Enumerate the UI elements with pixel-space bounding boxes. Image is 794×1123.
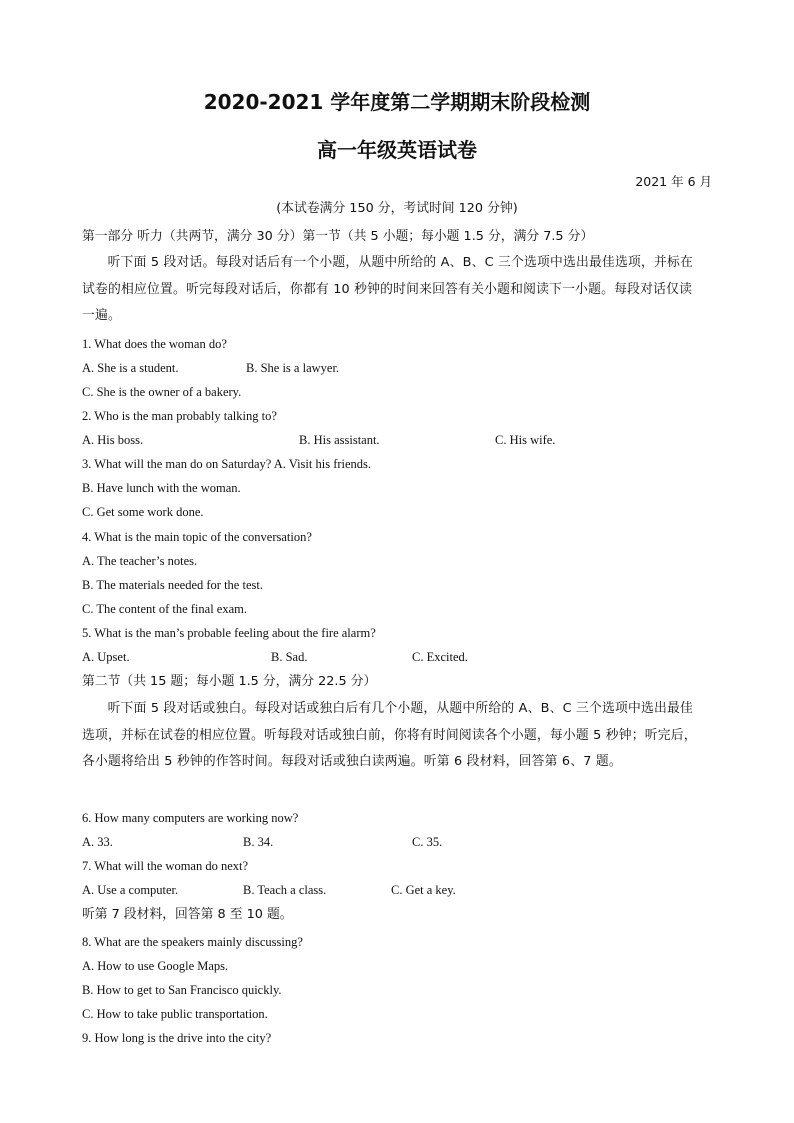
q4-stem: 4. What is the main topic of the conversation? — [82, 530, 312, 544]
q8-option-b: B. How to get to San Francisco quickly. — [82, 983, 282, 997]
q8-stem: 8. What are the speakers mainly discussing? — [82, 935, 303, 949]
exam-subtitle: 高一年级英语试卷 — [317, 138, 477, 162]
q5-stem: 5. What is the man’s probable feeling about the fire alarm? — [82, 626, 376, 640]
q4-option-c: C. The content of the final exam. — [82, 602, 247, 616]
q5-option-b: B. Sad. — [271, 650, 308, 664]
exam-date: 2021 年 6 月 — [635, 174, 712, 189]
q6-stem: 6. How many computers are working now? — [82, 811, 299, 825]
q3-stem: 3. What will the man do on Saturday? A. Visit his friends. — [82, 457, 372, 471]
q7-option-b: B. Teach a class. — [243, 883, 327, 897]
q2-option-a: A. His boss. — [82, 433, 144, 447]
part2-heading: 第二节（共 15 题；每小题 1.5 分，满分 22.5 分） — [82, 674, 377, 689]
q4-option-a: A. The teacher’s notes. — [82, 554, 198, 568]
exam-title: 2020-2021 学年度第二学期期末阶段检测 — [203, 90, 591, 114]
q2-option-b: B. His assistant. — [299, 433, 380, 447]
q6-option-a: A. 33. — [82, 835, 113, 849]
q1-option-b: B. She is a lawyer. — [246, 361, 340, 375]
q5-option-a: A. Upset. — [82, 650, 130, 664]
q7-stem: 7. What will the woman do next? — [82, 859, 249, 873]
q4-option-b: B. The materials needed for the test. — [82, 578, 263, 592]
q3-option-b: B. Have lunch with the woman. — [82, 481, 241, 495]
part2-instructions: 听下面 5 段对话或独白。每段对话或独白后有几个小题，从题中所给的 A、B、C 三个选项中选出最佳选项，并标在试卷的相应位置。听每段对话或独白前，你将有时间阅读各个小题，每小题 5 秒钟；听完后，各小题将给出 5 秒钟的作答时间。每段对话或独白读两遍。听第 6 段材料，回答第 6、7 题。 — [82, 701, 697, 769]
q3-option-c: C. Get some work done. — [82, 505, 204, 519]
q5-option-c: C. Excited. — [412, 650, 468, 664]
q7-option-c: C. Get a key. — [391, 883, 456, 897]
q8-option-c: C. How to take public transportation. — [82, 1007, 268, 1021]
part1-instructions: 听下面 5 段对话。每段对话后有一个小题，从题中所给的 A、B、C 三个选项中选出最佳选项，并标在试卷的相应位置。听完每段对话后，你都有 10 秒钟的时间来回答有关小题和阅读下一小题。每段对话仅读一遍。 — [82, 255, 693, 323]
part1-heading: 第一部分 听力（共两节，满分 30 分）第一节（共 5 小题；每小题 1.5 分，满分 7.5 分） — [82, 229, 594, 244]
q6-option-c: C. 35. — [412, 835, 443, 849]
q1-option-c: C. She is the owner of a bakery. — [82, 385, 242, 399]
q2-option-c: C. His wife. — [495, 433, 556, 447]
q2-stem: 2. Who is the man probably talking to? — [82, 409, 277, 423]
q8-option-a: A. How to use Google Maps. — [82, 959, 229, 973]
q1-stem: 1. What does the woman do? — [82, 337, 227, 351]
exam-info: (本试卷满分 150 分，考试时间 120 分钟) — [276, 201, 518, 216]
q1-option-a: A. She is a student. — [82, 361, 179, 375]
q6-option-b: B. 34. — [243, 835, 274, 849]
q7-option-a: A. Use a computer. — [82, 883, 179, 897]
section7-intro: 听第 7 段材料，回答第 8 至 10 题。 — [82, 907, 293, 922]
q9-stem: 9. How long is the drive into the city? — [82, 1031, 272, 1045]
